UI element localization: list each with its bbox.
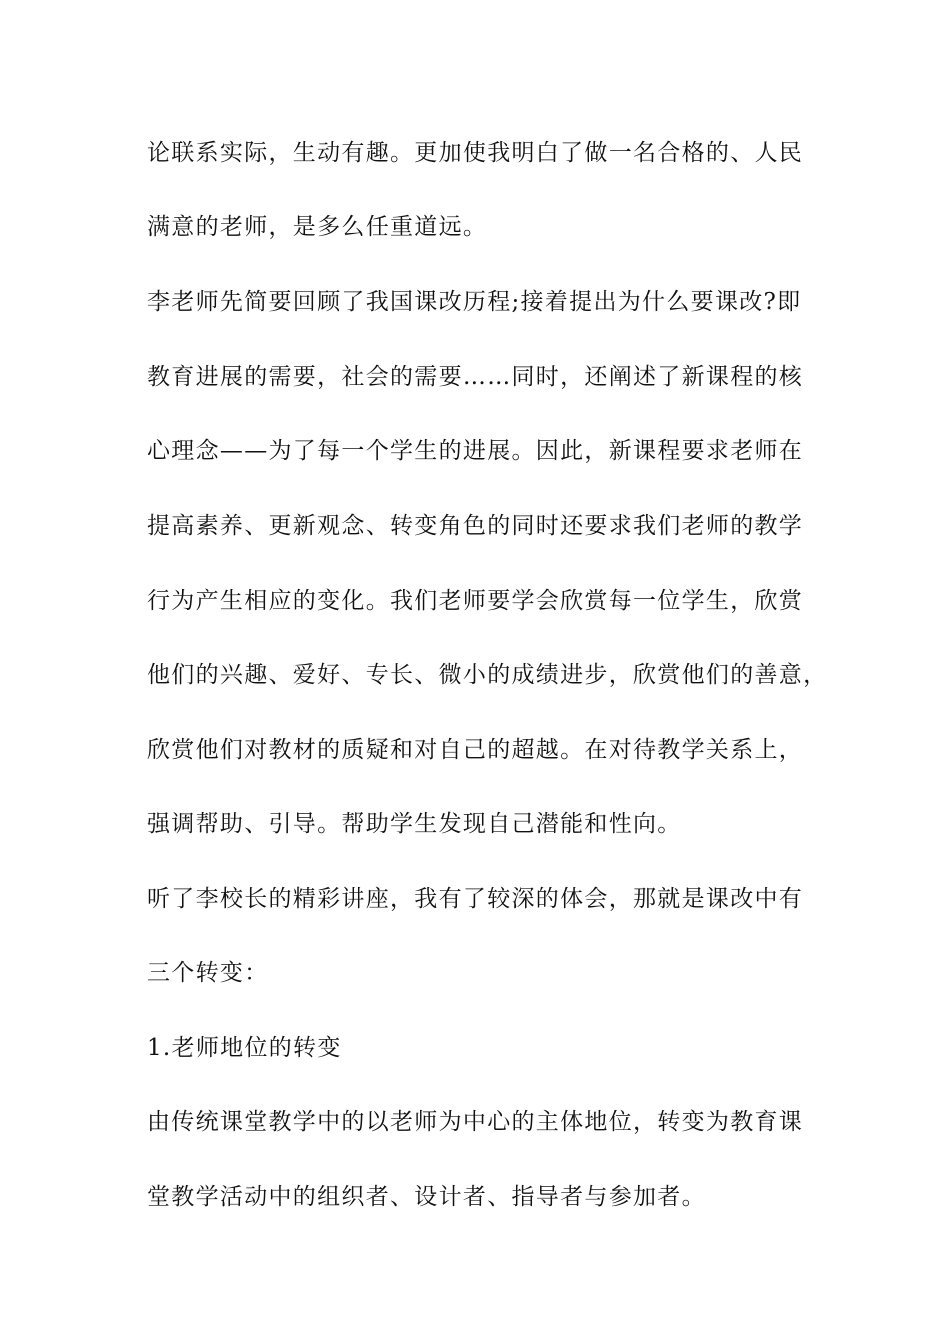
- text-line: 强调帮助、引导。帮助学生发现自己潜能和性向。: [147, 811, 682, 837]
- text-line: 教育进展的需要，社会的需要……同时，还阐述了新课程的核: [147, 364, 804, 390]
- text-line: 论联系实际，生动有趣。更加使我明白了做一名合格的、人民: [147, 140, 804, 166]
- text-line: 1.老师地位的转变: [147, 1035, 342, 1061]
- text-line: 李老师先简要回顾了我国课改历程;接着提出为什么要课改?即: [147, 289, 802, 315]
- text-line: 堂教学活动中的组织者、设计者、指导者与参加者。: [147, 1184, 706, 1210]
- text-line: 欣赏他们对教材的质疑和对自己的超越。在对待教学关系上，: [147, 737, 804, 763]
- text-line: 行为产生相应的变化。我们老师要学会欣赏每一位学生，欣赏: [147, 588, 804, 614]
- text-line: 提高素养、更新观念、转变角色的同时还要求我们老师的教学: [147, 513, 804, 539]
- text-line: 听了李校长的精彩讲座，我有了较深的体会，那就是课改中有: [147, 886, 804, 912]
- text-line: 满意的老师，是多么任重道远。: [147, 214, 488, 240]
- text-line: 由传统课堂教学中的以老师为中心的主体地位，转变为教育课: [147, 1109, 804, 1135]
- text-line: 三个转变：: [147, 960, 269, 986]
- text-line: 心理念——为了每一个学生的进展。因此，新课程要求老师在: [147, 438, 804, 464]
- text-line: 他们的兴趣、爱好、专长、微小的成绩进步，欣赏他们的善意，: [147, 662, 828, 688]
